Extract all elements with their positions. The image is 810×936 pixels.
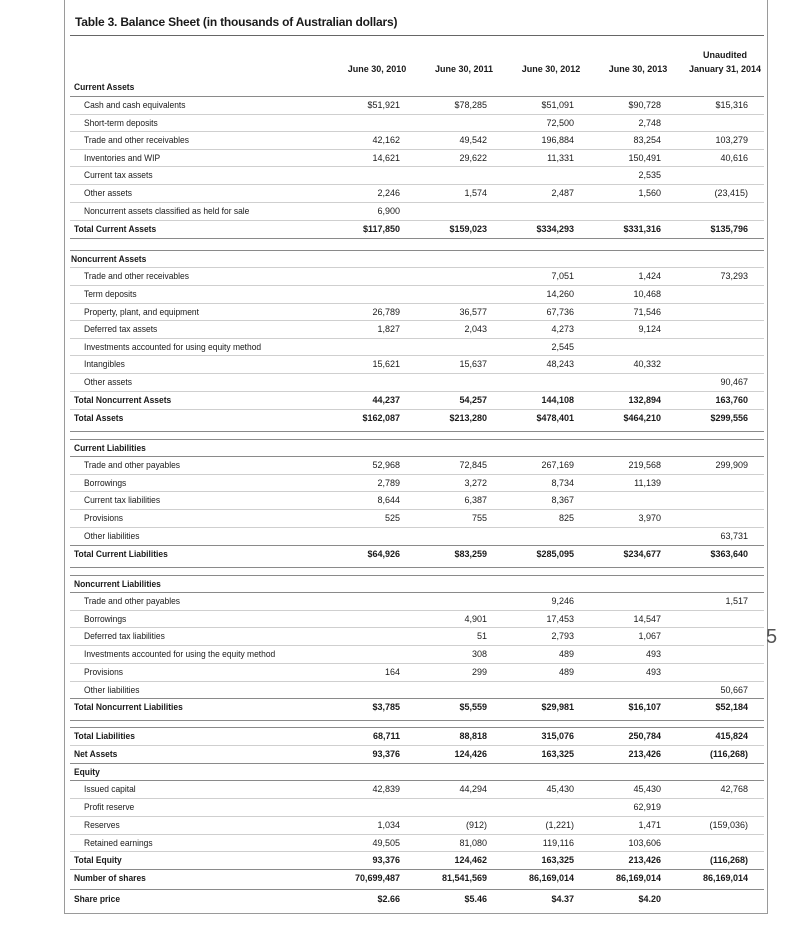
row-label: Current tax assets xyxy=(84,170,153,180)
row-divider xyxy=(70,320,764,321)
row-value-col0: 70,699,487 xyxy=(354,873,400,883)
section-divider xyxy=(70,439,764,440)
table-row xyxy=(70,593,764,610)
row-value-col3: 213,426 xyxy=(628,749,661,759)
row-divider xyxy=(70,745,764,746)
row-value-col2: 2,545 xyxy=(551,342,574,352)
row-value-col0: 164 xyxy=(384,667,400,677)
row-value-col2: $29,981 xyxy=(541,702,574,712)
row-value-col0: 68,711 xyxy=(372,731,400,741)
row-value-col1: 124,462 xyxy=(454,855,487,865)
row-value-col3: 9,124 xyxy=(638,324,661,334)
row-label: Cash and cash equivalents xyxy=(84,100,186,110)
row-label: Total Current Liabilities xyxy=(74,549,168,559)
row-value-col3: 250,784 xyxy=(628,731,661,741)
row-divider xyxy=(70,303,764,304)
section-divider xyxy=(70,592,764,593)
table-row xyxy=(70,576,764,593)
row-value-col1: 6,387 xyxy=(464,495,487,505)
row-value-col2: 48,243 xyxy=(546,359,574,369)
row-value-col3: 3,970 xyxy=(638,513,661,523)
column-header-2014-line1: Unaudited xyxy=(703,50,747,60)
row-value-col4: (116,268) xyxy=(709,749,748,759)
table-row xyxy=(70,835,764,852)
row-value-col3: 1,424 xyxy=(638,271,661,281)
row-value-col0: 52,968 xyxy=(372,460,400,470)
row-value-col2: 489 xyxy=(558,667,574,677)
row-label: Deferred tax assets xyxy=(84,324,158,334)
row-value-col0: 42,162 xyxy=(372,135,400,145)
row-label: Trade and other payables xyxy=(84,596,181,606)
row-label: Total Noncurrent Assets xyxy=(74,395,172,405)
row-label: Noncurrent Liabilities xyxy=(74,579,161,589)
table-row xyxy=(70,728,764,745)
row-value-col3: 132,894 xyxy=(628,395,661,405)
row-value-col0: $162,087 xyxy=(362,413,400,423)
row-value-col3: $4.20 xyxy=(638,894,661,904)
row-label: Total Assets xyxy=(74,413,124,423)
row-value-col2: 315,076 xyxy=(541,731,574,741)
column-header-2013: June 30, 2013 xyxy=(608,64,668,74)
row-value-col4: 42,768 xyxy=(720,784,748,794)
row-value-col4: 103,279 xyxy=(715,135,748,145)
section-divider xyxy=(70,869,764,870)
row-value-col3: 2,535 xyxy=(638,170,661,180)
column-header-2010: June 30, 2010 xyxy=(347,64,407,74)
row-value-col3: 1,471 xyxy=(638,820,661,830)
row-value-col1: (912) xyxy=(465,820,487,830)
row-value-col4: $363,640 xyxy=(710,549,748,559)
row-value-col1: 88,818 xyxy=(459,731,487,741)
row-value-col0: 6,900 xyxy=(377,206,400,216)
row-value-col1: 49,542 xyxy=(459,135,487,145)
row-divider xyxy=(70,114,764,115)
table-row xyxy=(70,132,764,149)
table-row xyxy=(70,221,764,238)
section-divider xyxy=(70,96,764,97)
table-row xyxy=(70,115,764,132)
row-label: Property, plant, and equipment xyxy=(84,307,199,317)
table-row xyxy=(70,475,764,492)
table-row xyxy=(70,682,764,699)
row-value-col3: $90,728 xyxy=(628,100,661,110)
table-row xyxy=(70,97,764,114)
row-divider xyxy=(70,202,764,203)
row-label: Investments accounted for using equity method xyxy=(84,342,262,352)
row-value-col0: 1,034 xyxy=(377,820,400,830)
row-label: Investments accounted for using the equity method xyxy=(84,649,276,659)
row-value-col4: (116,268) xyxy=(709,855,748,865)
row-value-col1: $83,259 xyxy=(454,549,487,559)
page-number: 5 xyxy=(766,626,778,648)
row-label: Issued capital xyxy=(84,784,136,794)
row-value-col3: 10,468 xyxy=(633,289,661,299)
row-value-col2: $285,095 xyxy=(536,549,574,559)
row-value-col3: 493 xyxy=(645,649,661,659)
table-row xyxy=(70,304,764,321)
table-row xyxy=(70,746,764,763)
row-label: Short-term deposits xyxy=(84,118,158,128)
row-label: Borrowings xyxy=(84,478,127,488)
row-divider xyxy=(70,474,764,475)
table-row xyxy=(70,251,764,268)
row-label: Other assets xyxy=(84,377,132,387)
section-divider xyxy=(70,567,764,568)
table-row xyxy=(70,339,764,356)
row-label: Current tax liabilities xyxy=(84,495,161,505)
row-value-col2: 9,246 xyxy=(551,596,574,606)
row-value-col3: 40,332 xyxy=(633,359,661,369)
row-value-col0: 8,644 xyxy=(377,495,400,505)
row-value-col1: $159,023 xyxy=(449,224,487,234)
row-value-col0: 93,376 xyxy=(372,855,400,865)
row-value-col3: 14,547 xyxy=(633,614,661,624)
row-value-col1: 44,294 xyxy=(459,784,487,794)
row-value-col2: $51,091 xyxy=(541,100,574,110)
row-label: Other liabilities xyxy=(84,685,140,695)
row-divider xyxy=(70,355,764,356)
section-divider xyxy=(70,545,764,546)
row-value-col3: 86,169,014 xyxy=(615,873,661,883)
row-divider xyxy=(70,491,764,492)
row-value-col1: 1,574 xyxy=(464,188,487,198)
section-divider xyxy=(70,889,764,890)
column-header-2014-line2: January 31, 2014 xyxy=(688,64,762,74)
section-divider xyxy=(70,763,764,764)
row-value-col1: 81,080 xyxy=(459,838,487,848)
row-divider xyxy=(70,285,764,286)
row-value-col3: 2,748 xyxy=(638,118,661,128)
row-value-col0: 15,621 xyxy=(372,359,400,369)
row-value-col3: 45,430 xyxy=(633,784,661,794)
row-value-col0: $2.66 xyxy=(377,894,400,904)
table-row xyxy=(70,150,764,167)
row-value-col4: 86,169,014 xyxy=(702,873,748,883)
row-value-col2: 144,108 xyxy=(541,395,574,405)
row-label: Trade and other receivables xyxy=(84,271,189,281)
table-row xyxy=(70,852,764,869)
table-row xyxy=(70,410,764,427)
row-divider xyxy=(70,816,764,817)
row-value-col0: 42,839 xyxy=(372,784,400,794)
row-divider xyxy=(70,149,764,150)
row-value-col0: $117,850 xyxy=(362,224,400,234)
table-row xyxy=(70,781,764,798)
row-value-col4: 50,667 xyxy=(720,685,748,695)
row-label: Noncurrent assets classified as held for sale xyxy=(84,206,250,216)
row-divider xyxy=(70,338,764,339)
row-label: Share price xyxy=(74,894,121,904)
table-title: Table 3. Balance Sheet (in thousands of Australian dollars) xyxy=(75,15,398,29)
table-row xyxy=(70,79,764,96)
row-divider xyxy=(70,184,764,185)
row-divider xyxy=(70,131,764,132)
table-row xyxy=(70,699,764,716)
row-label: Current Assets xyxy=(74,82,135,92)
row-label: Trade and other receivables xyxy=(84,135,189,145)
row-label: Provisions xyxy=(84,667,123,677)
row-value-col1: 4,901 xyxy=(464,614,487,624)
table-row xyxy=(70,510,764,527)
row-value-col2: 2,793 xyxy=(551,631,574,641)
table-row xyxy=(70,374,764,391)
row-value-col2: 2,487 xyxy=(551,188,574,198)
table-row xyxy=(70,646,764,663)
row-value-col1: 51 xyxy=(476,631,487,641)
row-value-col4: 1,517 xyxy=(725,596,748,606)
row-value-col3: $331,316 xyxy=(623,224,661,234)
table-row xyxy=(70,628,764,645)
row-value-col4: $135,796 xyxy=(710,224,748,234)
row-value-col4: 415,824 xyxy=(715,731,748,741)
row-value-col3: $464,210 xyxy=(623,413,661,423)
row-value-col2: 17,453 xyxy=(546,614,574,624)
row-value-col0: 44,237 xyxy=(372,395,400,405)
table-row xyxy=(70,764,764,781)
section-divider xyxy=(70,238,764,239)
row-value-col1: 36,577 xyxy=(459,307,487,317)
row-value-col0: $64,926 xyxy=(367,549,400,559)
row-divider xyxy=(70,391,764,392)
row-value-col0: $3,785 xyxy=(372,702,400,712)
row-value-col2: 267,169 xyxy=(541,460,574,470)
row-value-col3: 213,426 xyxy=(628,855,661,865)
row-value-col3: 1,560 xyxy=(638,188,661,198)
table-row xyxy=(70,891,764,908)
row-divider xyxy=(70,409,764,410)
row-value-col0: 2,789 xyxy=(377,478,400,488)
row-value-col0: 26,789 xyxy=(372,307,400,317)
row-value-col2: 11,331 xyxy=(547,153,574,163)
row-divider xyxy=(70,645,764,646)
table-row xyxy=(70,203,764,220)
row-label: Other liabilities xyxy=(84,531,140,541)
row-value-col1: 299 xyxy=(471,667,487,677)
row-value-col4: 40,616 xyxy=(720,153,748,163)
row-value-col4: 90,467 xyxy=(720,377,748,387)
column-header-2014 xyxy=(680,48,770,76)
table-row xyxy=(70,321,764,338)
row-divider xyxy=(70,610,764,611)
row-label: Number of shares xyxy=(74,873,146,883)
row-value-col4: 73,293 xyxy=(720,271,748,281)
row-value-col2: 119,116 xyxy=(542,838,574,848)
section-divider xyxy=(70,698,764,699)
row-value-col0: 49,505 xyxy=(372,838,400,848)
row-value-col0: $51,921 xyxy=(367,100,400,110)
row-value-col3: $234,677 xyxy=(623,549,661,559)
row-value-col3: 219,568 xyxy=(628,460,661,470)
row-value-col2: 86,169,014 xyxy=(528,873,574,883)
row-value-col1: 54,257 xyxy=(459,395,487,405)
row-value-col2: 825 xyxy=(558,513,574,523)
row-value-col3: 11,139 xyxy=(634,478,661,488)
row-value-col3: 150,491 xyxy=(628,153,661,163)
row-value-col1: $213,280 xyxy=(449,413,487,423)
row-value-col1: 72,845 xyxy=(459,460,487,470)
row-label: Profit reserve xyxy=(84,802,135,812)
row-value-col4: $299,556 xyxy=(710,413,748,423)
row-divider xyxy=(70,509,764,510)
column-header-2011: June 30, 2011 xyxy=(434,64,494,74)
row-divider xyxy=(70,627,764,628)
row-value-col3: 83,254 xyxy=(633,135,661,145)
row-value-col2: 67,736 xyxy=(546,307,574,317)
row-value-col1: $5,559 xyxy=(459,702,487,712)
row-value-col1: $5.46 xyxy=(464,894,487,904)
row-value-col4: 163,760 xyxy=(715,395,748,405)
row-value-col2: 7,051 xyxy=(551,271,574,281)
row-value-col2: 8,734 xyxy=(551,478,574,488)
row-value-col4: 63,731 xyxy=(720,531,748,541)
row-label: Retained earnings xyxy=(84,838,153,848)
row-value-col2: $478,401 xyxy=(536,413,574,423)
row-value-col3: 103,606 xyxy=(628,838,661,848)
row-divider xyxy=(70,267,764,268)
title-divider xyxy=(70,35,764,36)
row-value-col1: 15,637 xyxy=(459,359,487,369)
row-value-col2: 163,325 xyxy=(541,855,574,865)
table-row xyxy=(70,356,764,373)
row-divider xyxy=(70,663,764,664)
table-row xyxy=(70,457,764,474)
row-label: Total Equity xyxy=(74,855,122,865)
row-label: Current Liabilities xyxy=(74,443,146,453)
table-row xyxy=(70,528,764,545)
table-row xyxy=(70,440,764,457)
row-value-col2: 72,500 xyxy=(546,118,574,128)
section-divider xyxy=(70,727,764,728)
section-divider xyxy=(70,250,764,251)
row-label: Noncurrent Assets xyxy=(71,254,147,264)
row-label: Borrowings xyxy=(84,614,127,624)
row-value-col2: 489 xyxy=(558,649,574,659)
row-label: Total Liabilities xyxy=(74,731,135,741)
row-label: Trade and other payables xyxy=(84,460,181,470)
row-value-col4: $52,184 xyxy=(715,702,748,712)
row-divider xyxy=(70,851,764,852)
section-divider xyxy=(70,720,764,721)
table-row xyxy=(70,799,764,816)
table-row xyxy=(70,392,764,409)
row-label: Provisions xyxy=(84,513,123,523)
row-label: Other assets xyxy=(84,188,132,198)
row-value-col2: 45,430 xyxy=(546,784,574,794)
row-value-col4: $15,316 xyxy=(715,100,748,110)
row-label: Reserves xyxy=(84,820,120,830)
row-label: Term deposits xyxy=(84,289,137,299)
row-label: Total Noncurrent Liabilities xyxy=(74,702,183,712)
row-label: Intangibles xyxy=(84,359,125,369)
row-value-col1: $78,285 xyxy=(454,100,487,110)
row-value-col1: 124,426 xyxy=(454,749,487,759)
row-value-col0: 525 xyxy=(384,513,400,523)
row-value-col2: 14,260 xyxy=(546,289,574,299)
row-label: Inventories and WIP xyxy=(84,153,161,163)
row-value-col2: $4.37 xyxy=(551,894,574,904)
row-value-col1: 2,043 xyxy=(464,324,487,334)
table-row xyxy=(70,268,764,285)
row-divider xyxy=(70,798,764,799)
section-divider xyxy=(70,431,764,432)
row-value-col3: $16,107 xyxy=(628,702,661,712)
row-value-col0: 14,621 xyxy=(372,153,400,163)
row-value-col1: 755 xyxy=(471,513,487,523)
section-divider xyxy=(70,456,764,457)
row-divider xyxy=(70,834,764,835)
row-value-col1: 81,541,569 xyxy=(441,873,487,883)
row-value-col1: 308 xyxy=(471,649,487,659)
section-divider xyxy=(70,575,764,576)
row-label: Net Assets xyxy=(74,749,118,759)
row-value-col2: (1,221) xyxy=(545,820,574,830)
row-value-col2: $334,293 xyxy=(536,224,574,234)
row-divider xyxy=(70,373,764,374)
table-row xyxy=(70,546,764,563)
row-value-col3: 62,919 xyxy=(633,802,661,812)
row-value-col4: (159,036) xyxy=(709,820,748,830)
column-header-2012: June 30, 2012 xyxy=(521,64,581,74)
row-divider xyxy=(70,527,764,528)
row-divider xyxy=(70,220,764,221)
row-value-col1: 3,272 xyxy=(464,478,487,488)
row-value-col0: 2,246 xyxy=(377,188,400,198)
row-divider xyxy=(70,681,764,682)
row-divider xyxy=(70,166,764,167)
table-row xyxy=(70,492,764,509)
row-value-col2: 196,884 xyxy=(541,135,574,145)
row-value-col3: 493 xyxy=(645,667,661,677)
row-value-col0: 93,376 xyxy=(372,749,400,759)
row-value-col2: 163,325 xyxy=(541,749,574,759)
table-row xyxy=(70,286,764,303)
row-label: Equity xyxy=(74,767,100,777)
table-row xyxy=(70,870,764,887)
table-row xyxy=(70,817,764,834)
table-row xyxy=(70,611,764,628)
section-divider xyxy=(70,780,764,781)
row-value-col4: (23,415) xyxy=(714,188,748,198)
row-label: Deferred tax liabilities xyxy=(84,631,165,641)
table-row xyxy=(70,167,764,184)
table-row xyxy=(70,185,764,202)
row-value-col4: 299,909 xyxy=(715,460,748,470)
row-label: Total Current Assets xyxy=(74,224,157,234)
row-value-col3: 1,067 xyxy=(638,631,661,641)
row-value-col2: 8,367 xyxy=(551,495,574,505)
row-value-col2: 4,273 xyxy=(551,324,574,334)
row-value-col3: 71,546 xyxy=(633,307,661,317)
table-row xyxy=(70,664,764,681)
row-value-col1: 29,622 xyxy=(459,153,487,163)
row-value-col0: 1,827 xyxy=(377,324,400,334)
